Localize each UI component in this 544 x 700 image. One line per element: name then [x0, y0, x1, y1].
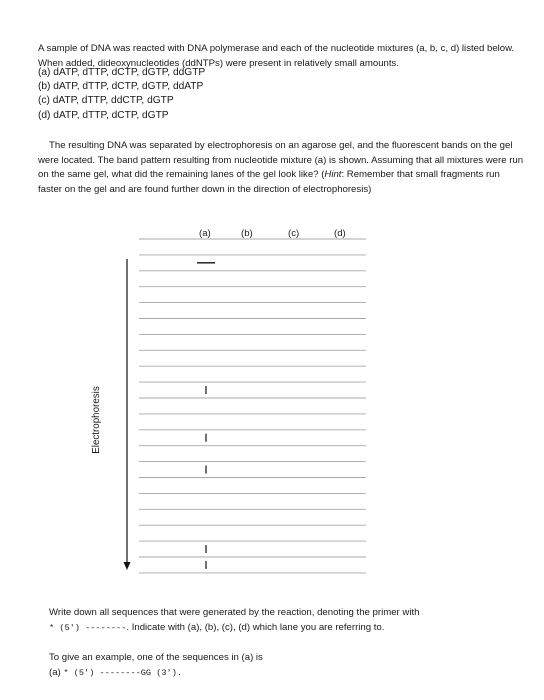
hint-label: Hint [324, 169, 342, 180]
example-intro: To give an example, one of the sequences in (a) is [49, 652, 263, 663]
question-line-2: . Indicate with (a), (b), (c), (d) which lane you are referring to. [126, 621, 385, 633]
mixture-d: (d) dATP, dTTP, dCTP, dGTP [38, 109, 169, 121]
example-prefix: (a) [49, 666, 61, 678]
intro-paragraph: A sample of DNA was reacted with DNA polymerase and each of the nucleotide mixtures (a, b, c, d) listed below. When added, dideoxynucleotides (ddNTPs) were present in relatively small amounts. [38, 43, 515, 69]
primer-notation: * (5') -------- [49, 622, 127, 633]
example-sequence: * (5') --------GG (3'). [63, 667, 183, 678]
electrophoresis-axis-label: Electrophoresis [91, 386, 102, 454]
question-line-1: Write down all sequences that were generated by the reaction, denoting the primer with [49, 607, 420, 618]
lane-label-c: (c) [288, 228, 300, 239]
example-paragraph [49, 651, 519, 680]
mixture-a: (a) dATP, dTTP, dCTP, dGTP, ddGTP [38, 67, 206, 78]
mixture-c: (c) dATP, dTTP, ddCTP, dGTP [38, 95, 174, 107]
mixture-b: (b) dATP, dTTP, dCTP, dGTP, ddATP [38, 81, 204, 93]
para2-text-a: The resulting DNA was separated by electrophoresis on an agarose gel, and the fluorescent bands on the gel were located. The band pattern resulting from nucleotide mixture (a) is shown. Assuming that all mixtures were run on the same gel, what did the remaining lanes of the gel look like? ( [38, 140, 524, 180]
question-paragraph [49, 606, 519, 635]
lane-label-d: (d) [334, 228, 346, 239]
para2-text-b: : Remember that small fragments run faster on the gel and are found further down in the direction of electrophoresis) [38, 169, 500, 195]
electrophoresis-arrowhead [124, 562, 131, 570]
lane-label-b: (b) [241, 228, 253, 239]
lane-label-a: (a) [199, 228, 211, 239]
